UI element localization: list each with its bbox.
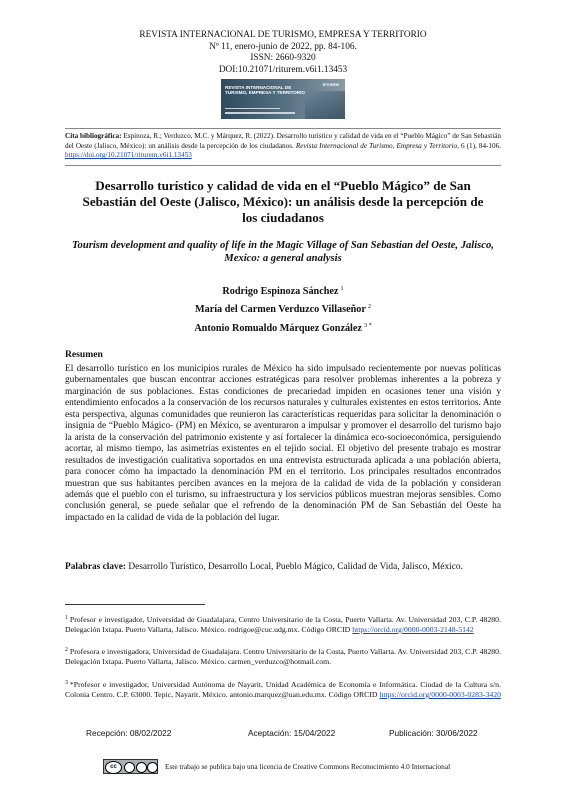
journal-banner-image: [221, 79, 345, 119]
issue-info: Nº 11, enero-junio de 2022, pp. 84-106.: [209, 41, 357, 52]
footnote-3: [65, 678, 501, 700]
footnote-text: Profesor e investigador, Universidad de Guadalajara, Centro Universitario de la Costa, Puerto Vallarta. Av. Universidad 203, C.P. 48280. Delegación Ixtapa. Puerto Vallarta, Jalisco. México. rodrigoe@cuc.udg.mx. Código ORCID: [65, 615, 501, 634]
citation-journal: Revista Internacional de Turismo, Empresa y Territorio,: [295, 141, 459, 150]
author-3: [0, 322, 566, 334]
footnote-divider: [65, 604, 205, 605]
cc-license-badge[interactable]: [103, 759, 158, 774]
attribution-icon: [124, 762, 135, 773]
footnote-1: [65, 613, 501, 635]
orcid-link[interactable]: https://orcid.org/0000-0003-0283-3420: [379, 690, 501, 699]
citation-text: Espinoza, R.; Verduzco, M.C. y Márquez, R. (2022). Desarrollo turístico y calidad de vida en el “Pueblo Mágico” de San Sebastián del Oeste (Jalisco, México): un análisis desde la percepción de los ciudadanos.: [65, 132, 502, 150]
issn: ISSN: 2660-9320: [250, 53, 316, 64]
footnote-2: [65, 645, 501, 667]
orcid-link[interactable]: https://orcid.org/0000-0003-2148-5142: [352, 625, 474, 634]
keywords: [65, 562, 501, 573]
author-mark: 2: [367, 303, 371, 310]
author-1: [0, 285, 566, 297]
banner-stripe: [225, 108, 280, 109]
article-subtitle: Tourism development and quality of life in the Magic Village of San Sebastian del Oeste, Jalisco, Mexico: a general analysis: [72, 240, 494, 265]
citation-box: [65, 128, 501, 166]
author-2: [0, 303, 566, 315]
footnote-mark: 3: [65, 680, 68, 686]
author-name: Antonio Romualdo Márquez González: [194, 323, 362, 334]
keywords-label: Palabras clave:: [65, 562, 126, 572]
citation-doi-link[interactable]: https://doi.org/10.21071/riturem.v6i1.13453: [65, 151, 192, 160]
abstract-heading: Resumen: [65, 349, 103, 360]
citation-label: Cita bibliográfica:: [65, 132, 122, 140]
author-name: María del Carmen Verduzco Villaseñor: [195, 304, 366, 315]
footnote-text: *Profesor e investigador, Universidad Autónoma de Nayarit, Unidad Académica de Economía e Informática. Ciudad de la Cultura s/n. Colonia Centro. C.P. 63000. Tepic, Nayarit. México. antonio.marquez@uan.edu.mx. Código ORCID: [65, 680, 501, 699]
abstract-text: El desarrollo turístico en los municipios rurales de México ha sido impulsado recientemente por nuevas políticas gubernamentales que buscan encontrar acciones estratégicas para resolver problemas inherentes a la pobreza y marginación de sus poblaciones. Estas condiciones de precariedad impiden en ocasiones tener una visión y entendimiento enfocados a la conservación de los recursos naturales y culturales existentes en estos territorios. Ante esta perspectiva, algunas comunidades que reunieron las características requeridas para solicitar la denominación o insignia de “Pueblo Mágico- (PM) en México, se aventuraron a impulsar y promover el desarrollo del turismo bajo la arista de la conservación del patrimonio existente y así fortalecer la dinámica eco-socioeconómica, persiguiendo acortar, al mismo tiempo, las asimetrías existentes en el tejido social. El objetivo del presente trabajo es mostrar resultados de investigación cualitativa soportados en una entrevista estructurada aplicada a una población abierta, para conocer cómo ha impactado la denominación PM en el territorio. Los principales resultados encontrados muestran que sus habitantes perciben avances en la mejora de la calidad de vida de la población y consideran además que el pueblo con el turismo, su infraestructura y los servicios públicos muestran mejoras sensibles. Como conclusión general, se puede señalar que el refrendo de la denominación PM de San Sebastián del Oeste ha impactado en la calidad de vida de la población del lugar.: [65, 364, 501, 523]
journal-header: [0, 30, 566, 76]
doi: DOI:10.21071/riturem.v6i1.13453: [218, 64, 348, 75]
footnote-text: Profesora e investigadora, Universidad de Guadalajara. Centro Universitario de la Costa, Puerto Vallarta. Av. Universidad 203, C.P. 48280. Delegación Ixtapa. Puerto Vallarta, Jalisco. México. carmen_verduzco@hotmail.com.: [65, 647, 501, 666]
footnote-mark: 1: [65, 615, 68, 621]
article-title: Desarrollo turístico y calidad de vida en el “Pueblo Mágico” de San Sebastián del Oeste (Jalisco, México): un análisis desde la percepción de los ciudadanos: [82, 178, 484, 225]
received-date: Recepción: 08/02/2022: [86, 728, 172, 738]
license-icon: [136, 762, 147, 773]
published-date: Publicación: 30/06/2022: [389, 728, 478, 738]
cc-icon: cc: [105, 761, 122, 774]
author-mark: 1: [340, 285, 344, 292]
banner-photo: [305, 91, 345, 119]
banner-title: REVISTA INTERNACIONAL DE TURISMO, EMPRESA Y TERRITORIO: [225, 85, 305, 96]
license-icon: [147, 762, 158, 773]
journal-name: REVISTA INTERNACIONAL DE TURISMO, EMPRESA Y TERRITORIO: [139, 30, 427, 40]
author-name: Rodrigo Espinoza Sánchez: [222, 286, 339, 297]
author-mark: 3 *: [363, 322, 372, 329]
footnote-mark: 2: [65, 647, 68, 653]
keywords-text: Desarrollo Turístico, Desarrollo Local, Pueblo Mágico, Calidad de Vida, Jalisco, México.: [128, 562, 463, 572]
banner-stripe: [225, 112, 295, 114]
citation-volume: 6 (1), 84-106.: [461, 141, 502, 150]
license-text: Este trabajo se publica bajo una licencia de Creative Commons Reconocimiento 4.0 Internacional: [165, 762, 451, 771]
banner-logo: RITUREM: [322, 83, 339, 87]
accepted-date: Aceptación: 15/04/2022: [248, 728, 336, 738]
